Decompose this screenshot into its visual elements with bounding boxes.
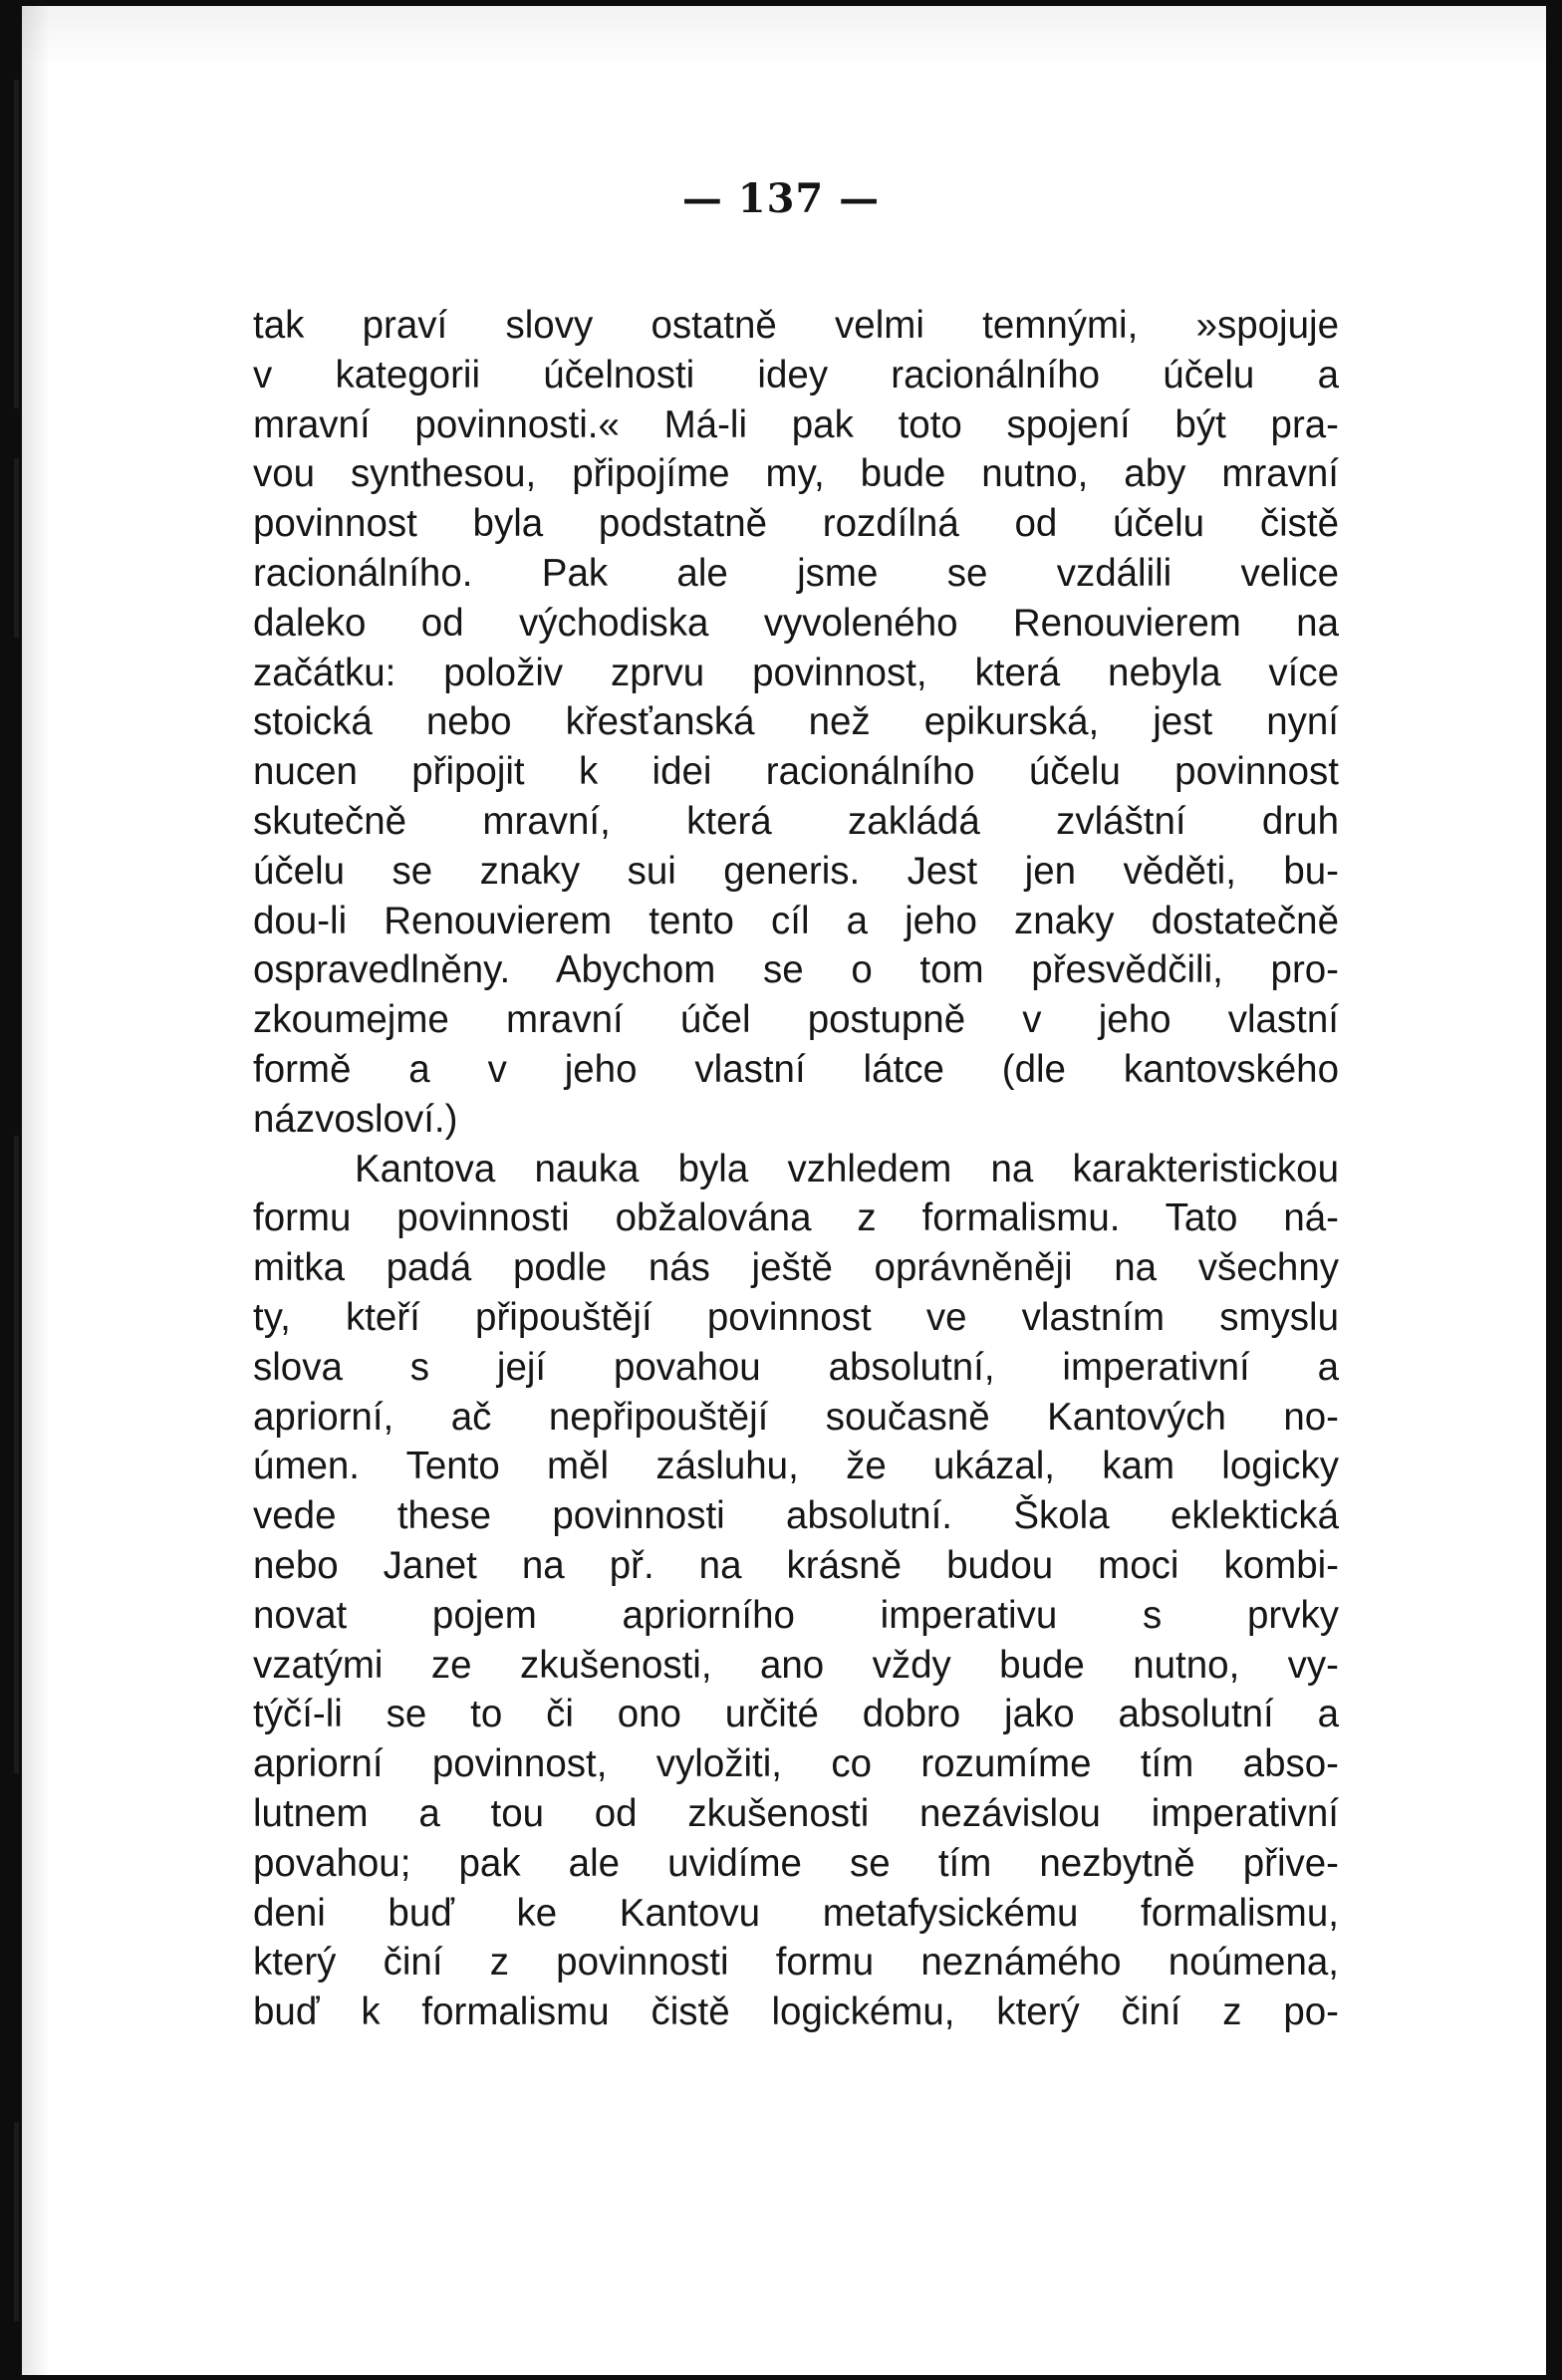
text-line: který činí z povinnosti formu neznámého noúmena,	[253, 1941, 1339, 1984]
text-line: v kategorii účelnosti idey racionálního účelu a	[253, 353, 1339, 397]
text-line: povinnost byla podstatně rozdílná od účelu čistě	[253, 502, 1339, 546]
text-line: buď k formalismu čistě logickému, který činí z po-	[253, 1990, 1339, 2034]
text-line: Kantova nauka byla vzhledem na karakteristickou	[355, 1147, 1339, 1190]
text-line: apriorní, ač nepřipouštějí současně Kantových no-	[253, 1395, 1339, 1439]
page-number: — 137 —	[681, 175, 881, 222]
binding-edge-mark	[14, 1136, 19, 1773]
text-line: apriorní povinnost, vyložiti, co rozumíme tím abso-	[253, 1742, 1339, 1786]
text-line: slova s její povahou absolutní, imperativní a	[253, 1345, 1339, 1389]
text-line: mitka padá podle nás ještě oprávněněji na všechny	[253, 1246, 1339, 1290]
body-text	[253, 301, 1339, 2037]
text-line: začátku: položiv zprvu povinnost, která nebyla více	[253, 651, 1339, 694]
binding-edge-mark	[14, 80, 19, 408]
text-line: zkoumejme mravní účel postupně v jeho vlastní	[253, 998, 1339, 1042]
text-line: nebo Janet na př. na krásně budou moci kombi-	[253, 1543, 1339, 1587]
text-line: deni buď ke Kantovu metafysickému formalismu,	[253, 1891, 1339, 1935]
text-line: vou synthesou, připojíme my, bude nutno, aby mravní	[253, 452, 1339, 496]
text-line: úmen. Tento měl zásluhu, že ukázal, kam logicky	[253, 1445, 1339, 1488]
text-line: ospravedlněny. Abychom se o tom přesvědčili, pro-	[253, 948, 1339, 992]
binding-edge-mark	[14, 458, 19, 638]
text-line: povahou; pak ale uvidíme se tím nezbytně přive-	[253, 1841, 1339, 1885]
binding-edge-mark	[14, 2122, 19, 2321]
text-line: názvosloví.)	[253, 1097, 458, 1141]
text-line: účelu se znaky sui generis. Jest jen věděti, bu-	[253, 849, 1339, 893]
text-line: formě a v jeho vlastní látce (dle kantovského	[253, 1047, 1339, 1091]
text-line: skutečně mravní, která zakládá zvláštní druh	[253, 799, 1339, 843]
text-line: stoická nebo křesťanská než epikurská, jest nyní	[253, 700, 1339, 744]
text-line: novat pojem apriorního imperativu s prvky	[253, 1593, 1339, 1637]
text-line: ty, kteří připouštějí povinnost ve vlastním smyslu	[253, 1295, 1339, 1339]
text-line: mravní povinnosti.« Má-li pak toto spojení být pra-	[253, 402, 1339, 446]
text-line: dou-li Renouvierem tento cíl a jeho znaky dostatečně	[253, 899, 1339, 942]
text-line: nucen připojit k idei racionálního účelu povinnost	[253, 750, 1339, 794]
text-line: vzatými ze zkušenosti, ano vždy bude nutno, vy-	[253, 1643, 1339, 1687]
text-line: týčí-li se to či ono určité dobro jako absolutní a	[253, 1693, 1339, 1736]
text-line: vede these povinnosti absolutní. Škola eklektická	[253, 1494, 1339, 1538]
text-line: tak praví slovy ostatně velmi temnými, »spojuje	[253, 304, 1339, 347]
text-line: formu povinnosti obžalována z formalismu. Tato ná-	[253, 1196, 1339, 1240]
text-line: racionálního. Pak ale jsme se vzdálili velice	[253, 551, 1339, 595]
text-line: daleko od východiska vyvoleného Renouvierem na	[253, 601, 1339, 645]
text-line: lutnem a tou od zkušenosti nezávislou imperativní	[253, 1791, 1339, 1835]
